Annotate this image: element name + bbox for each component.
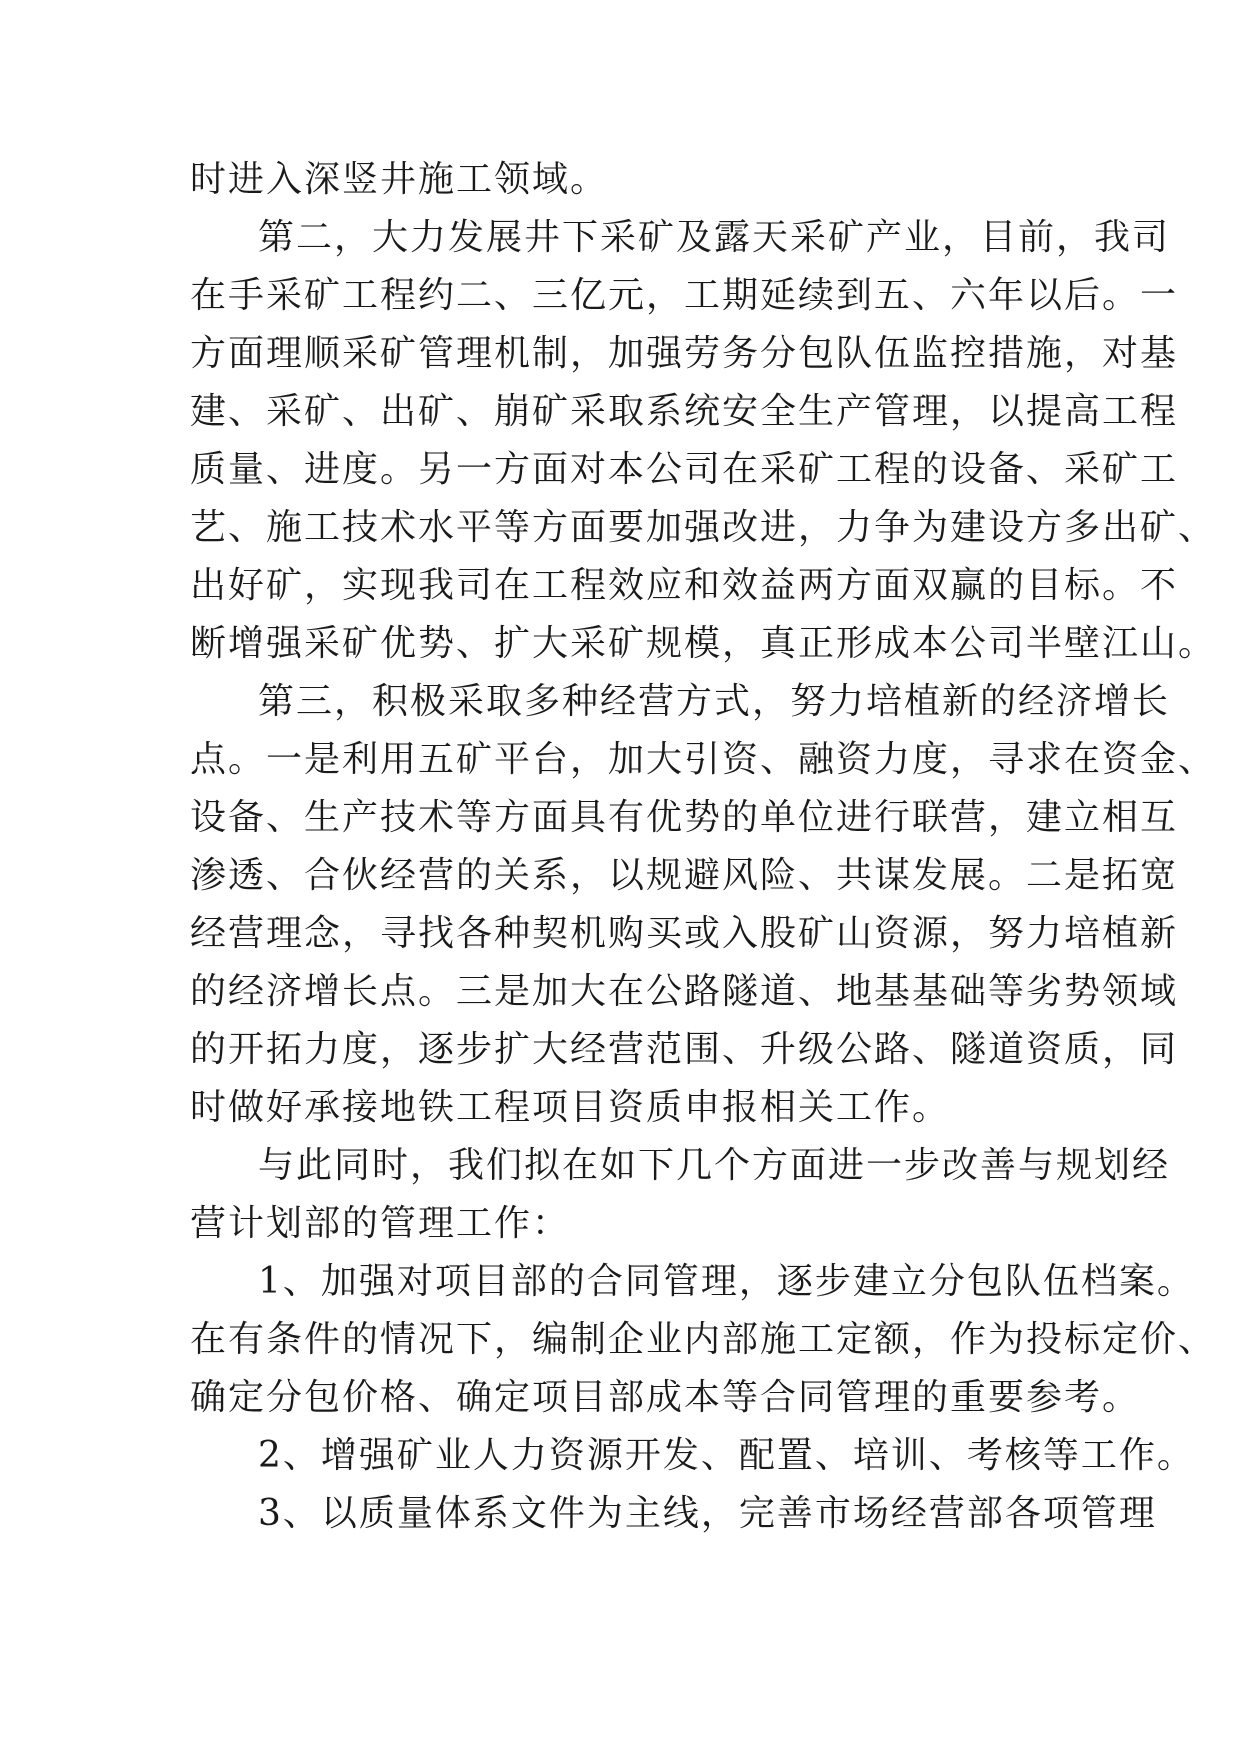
text-line: 3、以质量体系文件为主线，完善市场经营部各项管理 — [258, 1493, 1157, 1534]
text-line: 点。一是利用五矿平台，加大引资、融资力度，寻求在资金、 — [190, 739, 1217, 780]
text-line: 第三，积极采取多种经营方式，努力培植新的经济增长 — [258, 681, 1171, 722]
text-line: 1、加强对项目部的合同管理，逐步建立分包队伍档案。 — [258, 1261, 1195, 1302]
text-line: 2、增强矿业人力资源开发、配置、培训、考核等工作。 — [258, 1435, 1195, 1476]
text-line: 在手采矿工程约二、三亿元，工期延续到五、六年以后。一 — [190, 275, 1179, 316]
text-line: 建、采矿、出矿、崩矿采取系统安全生产管理，以提高工程 — [190, 391, 1179, 432]
text-line: 营计划部的管理工作： — [190, 1203, 571, 1244]
text-line: 第二，大力发展井下采矿及露天采矿产业，目前，我司 — [258, 217, 1171, 258]
text-line: 质量、进度。另一方面对本公司在采矿工程的设备、采矿工 — [190, 449, 1179, 490]
text-line: 设备、生产技术等方面具有优势的单位进行联营，建立相互 — [190, 797, 1179, 838]
text-line: 时做好承接地铁工程项目资质申报相关工作。 — [190, 1087, 951, 1128]
text-line: 方面理顺采矿管理机制，加强劳务分包队伍监控措施，对基 — [190, 333, 1179, 374]
text-line: 的开拓力度，逐步扩大经营范围、升级公路、隧道资质，同 — [190, 1029, 1179, 1070]
text-line: 断增强采矿优势、扩大采矿规模，真正形成本公司半壁江山。 — [190, 623, 1217, 664]
text-line: 出好矿，实现我司在工程效应和效益两方面双赢的目标。不 — [190, 565, 1179, 606]
text-line: 的经济增长点。三是加大在公路隧道、地基基础等劣势领域 — [190, 971, 1179, 1012]
text-line: 渗透、合伙经营的关系，以规避风险、共谋发展。二是拓宽 — [190, 855, 1179, 896]
text-line: 艺、施工技术水平等方面要加强改进，力争为建设方多出矿、 — [190, 507, 1217, 548]
text-line: 时进入深竖井施工领域。 — [190, 159, 609, 200]
text-line: 在有条件的情况下，编制企业内部施工定额，作为投标定价、 — [190, 1319, 1217, 1360]
text-line: 与此同时，我们拟在如下几个方面进一步改善与规划经 — [258, 1145, 1171, 1186]
text-line: 确定分包价格、确定项目部成本等合同管理的重要参考。 — [190, 1377, 1141, 1418]
text-line: 经营理念，寻找各种契机购买或入股矿山资源，努力培植新 — [190, 913, 1179, 954]
